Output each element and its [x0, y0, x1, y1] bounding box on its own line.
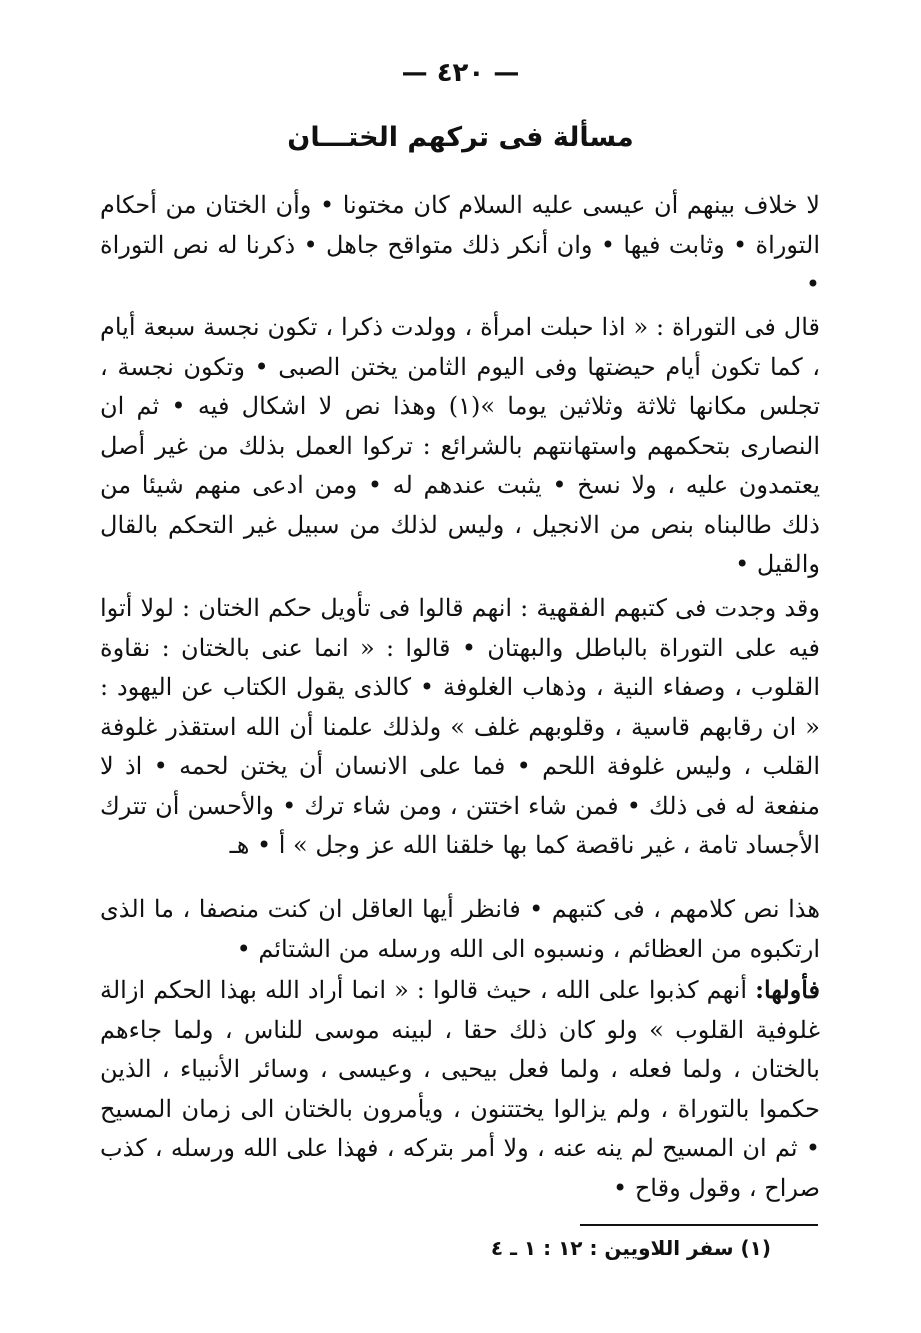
- paragraph-text: لا خلاف بينهم أن عيسى عليه السلام كان مختونا • وأن الختان من أحكام التوراة • وثابت فيها • وان أنكر ذلك متواقح جاهل • ذكرنا له نص التوراة •: [100, 191, 820, 298]
- paragraph-text: أنهم كذبوا على الله ، حيث قالوا : « انما أراد الله بهذا الحكم ازالة غلوفية القلوب » ولو كان ذلك حقا ، لبينه موسى للناس ، ولما جاءهم بالختان ، ولما فعله ، ولما فعل بيحيى ، وعيسى ، وسائر الأنبياء ، الذين حكموا بالتوراة ، ولم يزالوا يختتنون ، ويأمرون بالختان الى زمان المسيح • ثم ان المسيح لم ينه عنه ، ولا أمر بتركه ، فهذا على الله ورسله ، كذب صراح ، وقول وقاح •: [100, 976, 820, 1202]
- footnote: (١) سفر اللاويين : ١٢ : ١ ـ ٤: [490, 1236, 771, 1260]
- paragraph-2: [100, 308, 820, 585]
- paragraph-text: قال فى التوراة : « اذا حبلت امرأة ، وولدت ذكرا ، تكون نجسة سبعة أيام ، كما تكون أيام حيضتها وفى اليوم الثامن يختن الصبى • وتكون نجسة ، تجلس مكانها ثلاثة وثلاثين يوما »(١) وهذا نص لا اشكال فيه • ثم ان النصارى بتحكمهم واستهانتهم بالشرائع : تركوا العمل بذلك من غير أصل يعتمدون عليه ، ولا نسخ • يثبت عندهم له • ومن ادعى منهم شيئا من ذلك طالبناه بنص من الانجيل ، وليس لذلك من سبيل غير التحكم بالقال والقيل •: [100, 313, 821, 578]
- paragraph-5: [100, 970, 820, 1208]
- paragraph-4: [100, 890, 820, 969]
- paragraph-lead-word: فأولها:: [755, 975, 820, 1004]
- paragraph-1: [100, 186, 820, 305]
- section-title: مسألة فى تركهم الختـــان: [287, 122, 634, 153]
- paragraph-3: [100, 589, 820, 866]
- page-number: — ٤٢٠ —: [401, 58, 520, 88]
- paragraph-text: هذا نص كلامهم ، فى كتبهم • فانظر أيها العاقل ان كنت منصفا ، ما الذى ارتكبوه من العظائم ، ونسبوه الى الله ورسله من الشتائم •: [100, 895, 821, 963]
- paragraph-text: وقد وجدت فى كتبهم الفقهية : انهم قالوا فى تأويل حكم الختان : لولا أتوا فيه على التوراة بالباطل والبهتان • قالوا : « انما عنى بالختان : نقاوة القلوب ، وصفاء النية ، وذهاب الغلوفة • كالذى يقول الكتاب عن اليهود : « ان رقابهم قاسية ، وقلوبهم غلف » ولذلك علمنا أن الله استقذر غلوفة القلب ، وليس غلوفة اللحم • فما على الانسان أن يختن لحمه • اذ لا منفعة له فى ذلك • فمن شاء اختتن ، ومن شاء ترك • والأحسن أن تترك الأجساد تامة ، غير ناقصة كما بها خلقنا الله عز وجل » أ • هـ: [100, 594, 820, 859]
- footnote-divider: [580, 1224, 818, 1226]
